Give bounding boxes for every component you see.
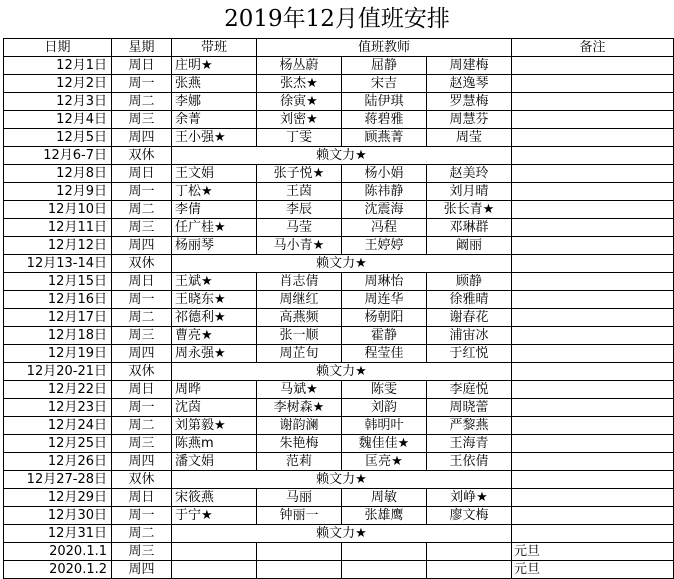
table-row (4, 237, 674, 255)
teacher-cell: 顾燕菁 (342, 129, 427, 147)
table-row (4, 93, 674, 111)
merged-duty-cell: 赖文力★ (172, 255, 512, 273)
teacher-cell: 顾静 (427, 273, 512, 291)
teacher-cell: 徐雅晴 (427, 291, 512, 309)
page-title: 2019年12月值班安排 (224, 6, 450, 32)
duty-leader-cell (172, 561, 257, 579)
weekday-cell: 周日 (112, 57, 172, 75)
teacher-cell: 刘密★ (257, 111, 342, 129)
teacher-cell (427, 543, 512, 561)
table-row (4, 471, 674, 489)
weekday-cell: 周日 (112, 381, 172, 399)
table-row (4, 57, 674, 75)
teacher-cell: 程莹佳 (342, 345, 427, 363)
date-cell: 12月15日 (4, 273, 112, 291)
teacher-cell: 李辰 (257, 201, 342, 219)
date-cell: 12月19日 (4, 345, 112, 363)
teacher-cell: 谢韵澜 (257, 417, 342, 435)
duty-leader-cell: 王小强★ (172, 129, 257, 147)
note-cell (512, 183, 674, 201)
note-cell (512, 201, 674, 219)
teacher-cell: 邓琳群 (427, 219, 512, 237)
teacher-cell: 张长青★ (427, 201, 512, 219)
weekday-cell: 周一 (112, 75, 172, 93)
teacher-cell: 李树森★ (257, 399, 342, 417)
note-cell (512, 489, 674, 507)
date-cell: 12月16日 (4, 291, 112, 309)
note-cell (512, 453, 674, 471)
teacher-cell: 王婷婷 (342, 237, 427, 255)
date-cell: 12月25日 (4, 435, 112, 453)
teacher-cell: 严黎燕 (427, 417, 512, 435)
table-row (4, 255, 674, 273)
table-row (4, 381, 674, 399)
header-row (4, 39, 674, 57)
note-cell (512, 435, 674, 453)
table-row (4, 543, 674, 561)
table-row (4, 363, 674, 381)
duty-leader-cell: 沈茵 (172, 399, 257, 417)
duty-leader-cell: 于宁★ (172, 507, 257, 525)
teacher-cell: 周琳怡 (342, 273, 427, 291)
table-row (4, 525, 674, 543)
note-cell (512, 507, 674, 525)
weekday-cell: 周日 (112, 273, 172, 291)
date-cell: 12月22日 (4, 381, 112, 399)
header-duty: 带班 (172, 39, 257, 57)
weekday-cell: 周一 (112, 399, 172, 417)
duty-leader-cell: 庄明★ (172, 57, 257, 75)
weekday-cell: 周四 (112, 453, 172, 471)
teacher-cell: 高燕频 (257, 309, 342, 327)
date-cell: 12月27-28日 (4, 471, 112, 489)
note-cell (512, 381, 674, 399)
table-row (4, 219, 674, 237)
note-cell: 元旦 (512, 561, 674, 579)
duty-leader-cell: 曹亮★ (172, 327, 257, 345)
teacher-cell (257, 543, 342, 561)
header-note: 备注 (512, 39, 674, 57)
teacher-cell: 谢春花 (427, 309, 512, 327)
weekday-cell: 周二 (112, 309, 172, 327)
note-cell (512, 75, 674, 93)
table-row (4, 129, 674, 147)
teacher-cell: 肖志倩 (257, 273, 342, 291)
table-row (4, 165, 674, 183)
date-cell: 12月30日 (4, 507, 112, 525)
teacher-cell: 匡亮★ (342, 453, 427, 471)
teacher-cell: 屈静 (342, 57, 427, 75)
note-cell (512, 255, 674, 273)
weekday-cell: 双休 (112, 255, 172, 273)
duty-leader-cell: 祁德利★ (172, 309, 257, 327)
table-row (4, 399, 674, 417)
note-cell (512, 273, 674, 291)
note-cell (512, 363, 674, 381)
teacher-cell: 马莹 (257, 219, 342, 237)
teacher-cell (257, 561, 342, 579)
date-cell: 12月8日 (4, 165, 112, 183)
date-cell: 12月26日 (4, 453, 112, 471)
duty-leader-cell: 刘第毅★ (172, 417, 257, 435)
teacher-cell: 张子悦★ (257, 165, 342, 183)
note-cell (512, 93, 674, 111)
merged-duty-cell: 赖文力★ (172, 363, 512, 381)
duty-schedule-table (3, 38, 674, 579)
weekday-cell: 周三 (112, 327, 172, 345)
date-cell: 2020.1.1 (4, 543, 112, 561)
table-row (4, 111, 674, 129)
teacher-cell: 马丽 (257, 489, 342, 507)
date-cell: 12月31日 (4, 525, 112, 543)
teacher-cell (342, 561, 427, 579)
teacher-cell: 刘峥★ (427, 489, 512, 507)
table-row (4, 489, 674, 507)
weekday-cell: 周一 (112, 183, 172, 201)
weekday-cell: 周日 (112, 165, 172, 183)
note-cell (512, 237, 674, 255)
teacher-cell: 沈震海 (342, 201, 427, 219)
teacher-cell: 冯程 (342, 219, 427, 237)
weekday-cell: 双休 (112, 471, 172, 489)
duty-leader-cell: 李娜 (172, 93, 257, 111)
date-cell: 12月6-7日 (4, 147, 112, 165)
teacher-cell: 浦宙冰 (427, 327, 512, 345)
teacher-cell: 蒋碧雅 (342, 111, 427, 129)
duty-leader-cell: 丁松★ (172, 183, 257, 201)
header-date: 日期 (4, 39, 112, 57)
schedule-body (4, 57, 674, 579)
date-cell: 2020.1.2 (4, 561, 112, 579)
teacher-cell: 廖文梅 (427, 507, 512, 525)
teacher-cell (427, 561, 512, 579)
merged-duty-cell: 赖文力★ (172, 525, 512, 543)
teacher-cell: 陈祎静 (342, 183, 427, 201)
duty-leader-cell: 王文娟 (172, 165, 257, 183)
note-cell (512, 111, 674, 129)
duty-leader-cell: 潘文娟 (172, 453, 257, 471)
teacher-cell: 赵美玲 (427, 165, 512, 183)
note-cell (512, 345, 674, 363)
weekday-cell: 周四 (112, 561, 172, 579)
duty-leader-cell: 周晔 (172, 381, 257, 399)
weekday-cell: 周三 (112, 435, 172, 453)
table-row (4, 327, 674, 345)
teacher-cell: 范莉 (257, 453, 342, 471)
date-cell: 12月4日 (4, 111, 112, 129)
teacher-cell: 马小青★ (257, 237, 342, 255)
teacher-cell: 徐寅★ (257, 93, 342, 111)
teacher-cell: 李庭悦 (427, 381, 512, 399)
teacher-cell: 杨丛蔚 (257, 57, 342, 75)
weekday-cell: 周二 (112, 525, 172, 543)
teacher-cell: 周晓蕾 (427, 399, 512, 417)
teacher-cell: 周连华 (342, 291, 427, 309)
duty-leader-cell: 李倩 (172, 201, 257, 219)
teacher-cell: 于红悦 (427, 345, 512, 363)
note-cell (512, 57, 674, 75)
teacher-cell: 周建梅 (427, 57, 512, 75)
merged-duty-cell: 赖文力★ (172, 147, 512, 165)
weekday-cell: 周二 (112, 201, 172, 219)
date-cell: 12月10日 (4, 201, 112, 219)
date-cell: 12月3日 (4, 93, 112, 111)
duty-leader-cell: 余菁 (172, 111, 257, 129)
date-cell: 12月12日 (4, 237, 112, 255)
table-row (4, 183, 674, 201)
date-cell: 12月11日 (4, 219, 112, 237)
teacher-cell: 王海青 (427, 435, 512, 453)
duty-leader-cell: 王斌★ (172, 273, 257, 291)
weekday-cell: 周三 (112, 111, 172, 129)
weekday-cell: 双休 (112, 147, 172, 165)
teacher-cell: 丁雯 (257, 129, 342, 147)
note-cell (512, 327, 674, 345)
date-cell: 12月18日 (4, 327, 112, 345)
date-cell: 12月20-21日 (4, 363, 112, 381)
teacher-cell: 赵逸琴 (427, 75, 512, 93)
note-cell: 元旦 (512, 543, 674, 561)
table-row (4, 75, 674, 93)
note-cell (512, 129, 674, 147)
teacher-cell: 王依倩 (427, 453, 512, 471)
teacher-cell: 周芷旬 (257, 345, 342, 363)
teacher-cell: 周敏 (342, 489, 427, 507)
duty-leader-cell: 杨丽琴 (172, 237, 257, 255)
note-cell (512, 165, 674, 183)
table-row (4, 417, 674, 435)
date-cell: 12月29日 (4, 489, 112, 507)
teacher-cell: 周慧芬 (427, 111, 512, 129)
note-cell (512, 147, 674, 165)
teacher-cell: 杨朝阳 (342, 309, 427, 327)
teacher-cell: 魏佳佳★ (342, 435, 427, 453)
weekday-cell: 双休 (112, 363, 172, 381)
date-cell: 12月13-14日 (4, 255, 112, 273)
note-cell (512, 399, 674, 417)
teacher-cell: 朱艳梅 (257, 435, 342, 453)
duty-leader-cell: 周永强★ (172, 345, 257, 363)
teacher-cell (342, 543, 427, 561)
teacher-cell: 张杰★ (257, 75, 342, 93)
date-cell: 12月1日 (4, 57, 112, 75)
weekday-cell: 周四 (112, 345, 172, 363)
teacher-cell: 罗慧梅 (427, 93, 512, 111)
note-cell (512, 525, 674, 543)
duty-leader-cell: 张燕 (172, 75, 257, 93)
date-cell: 12月9日 (4, 183, 112, 201)
note-cell (512, 417, 674, 435)
note-cell (512, 291, 674, 309)
date-cell: 12月24日 (4, 417, 112, 435)
teacher-cell: 阚丽 (427, 237, 512, 255)
teacher-cell: 周继红 (257, 291, 342, 309)
table-row (4, 291, 674, 309)
table-row (4, 453, 674, 471)
note-cell (512, 471, 674, 489)
weekday-cell: 周四 (112, 237, 172, 255)
teacher-cell: 杨小娟 (342, 165, 427, 183)
note-cell (512, 219, 674, 237)
teacher-cell: 钟丽一 (257, 507, 342, 525)
header-weekday: 星期 (112, 39, 172, 57)
teacher-cell: 霍静 (342, 327, 427, 345)
weekday-cell: 周二 (112, 417, 172, 435)
table-row (4, 561, 674, 579)
merged-duty-cell: 赖文力★ (172, 471, 512, 489)
date-cell: 12月5日 (4, 129, 112, 147)
date-cell: 12月17日 (4, 309, 112, 327)
teacher-cell: 陈雯 (342, 381, 427, 399)
duty-leader-cell: 王晓东★ (172, 291, 257, 309)
teacher-cell: 王茵 (257, 183, 342, 201)
table-row (4, 201, 674, 219)
note-cell (512, 309, 674, 327)
teacher-cell: 周莹 (427, 129, 512, 147)
teacher-cell: 张一顺 (257, 327, 342, 345)
weekday-cell: 周一 (112, 507, 172, 525)
teacher-cell: 宋吉 (342, 75, 427, 93)
weekday-cell: 周四 (112, 129, 172, 147)
table-row (4, 309, 674, 327)
weekday-cell: 周日 (112, 489, 172, 507)
table-row (4, 435, 674, 453)
teacher-cell: 刘韵 (342, 399, 427, 417)
weekday-cell: 周一 (112, 291, 172, 309)
teacher-cell: 张雄鹰 (342, 507, 427, 525)
teacher-cell: 韩明叶 (342, 417, 427, 435)
teacher-cell: 马斌★ (257, 381, 342, 399)
header-teachers: 值班教师 (257, 39, 512, 57)
table-row (4, 507, 674, 525)
date-cell: 12月23日 (4, 399, 112, 417)
table-row (4, 345, 674, 363)
weekday-cell: 周三 (112, 219, 172, 237)
table-row (4, 147, 674, 165)
duty-leader-cell: 陈燕m (172, 435, 257, 453)
duty-leader-cell (172, 543, 257, 561)
date-cell: 12月2日 (4, 75, 112, 93)
teacher-cell: 刘月晴 (427, 183, 512, 201)
weekday-cell: 周三 (112, 543, 172, 561)
duty-leader-cell: 任广桂★ (172, 219, 257, 237)
table-row (4, 273, 674, 291)
teacher-cell: 陆伊琪 (342, 93, 427, 111)
duty-leader-cell: 宋筱燕 (172, 489, 257, 507)
weekday-cell: 周二 (112, 93, 172, 111)
